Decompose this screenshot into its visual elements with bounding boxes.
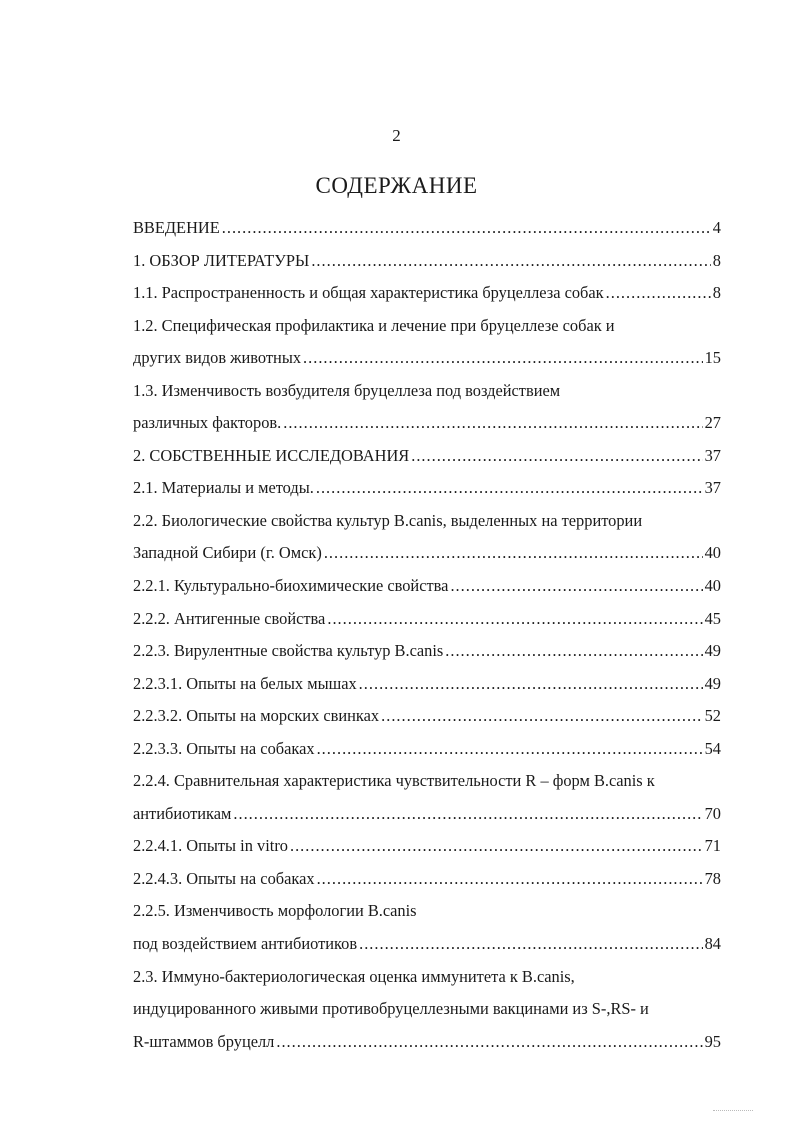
toc-entry-text: 2.2.3. Вирулентные свойства культур B.canis <box>133 641 444 661</box>
toc-entry-text: 2.3. Иммуно-бактериологическая оценка иммунитета к B.canis, <box>133 966 575 986</box>
toc-entry-page: 52 <box>704 706 721 726</box>
toc-entry <box>133 472 721 505</box>
toc-entry-text: 2.1. Материалы и методы. <box>133 478 314 498</box>
dot-leader <box>283 407 702 440</box>
toc-entry <box>133 342 721 375</box>
toc-entry-page: 70 <box>704 803 721 823</box>
toc-entry-text: 1. ОБЗОР ЛИТЕРАТУРЫ <box>133 250 310 270</box>
toc-entry-text: 1.2. Специфическая профилактика и лечение при бруцеллезе собак и <box>133 315 615 335</box>
dot-leader <box>411 440 702 473</box>
toc-entry-text: других видов животных <box>133 348 302 368</box>
dot-leader <box>276 1026 702 1059</box>
dot-leader <box>311 245 710 278</box>
toc-entry-page: 45 <box>704 608 721 628</box>
dot-leader <box>233 798 702 831</box>
toc-entry <box>133 310 721 343</box>
toc-entry <box>133 277 721 310</box>
toc-entry-page: 8 <box>712 250 721 270</box>
dot-leader <box>606 277 711 310</box>
toc-entry <box>133 375 721 408</box>
toc-entry-text: 2.2.4.1. Опыты in vitro <box>133 836 288 856</box>
toc-entry <box>133 993 721 1026</box>
toc-entry-text: R-штаммов бруцелл <box>133 1031 275 1051</box>
page-title: СОДЕРЖАНИЕ <box>315 173 478 198</box>
dot-leader <box>445 635 702 668</box>
toc-entry <box>133 700 721 733</box>
toc-entry-page: 8 <box>712 283 721 303</box>
toc-entry <box>133 668 721 701</box>
toc-entry-page: 40 <box>704 543 721 563</box>
toc-entry-page: 84 <box>704 934 721 954</box>
toc-entry-page: 27 <box>704 413 721 433</box>
dot-leader <box>327 603 702 636</box>
toc-entry <box>133 928 721 961</box>
dot-leader <box>317 863 703 896</box>
toc-entry <box>133 505 721 538</box>
toc-entry-text: 2.2.2. Антигенные свойства <box>133 608 326 628</box>
toc-entry <box>133 830 721 863</box>
dot-leader <box>359 668 703 701</box>
toc-entry <box>133 407 721 440</box>
toc-entry-text: антибиотикам <box>133 803 232 823</box>
toc-entry <box>133 1026 721 1059</box>
table-of-contents <box>133 212 721 1058</box>
toc-entry-text: 2.2.5. Изменчивость морфологии B.canis <box>133 901 417 921</box>
toc-entry <box>133 570 721 603</box>
scan-mark <box>713 1110 753 1112</box>
toc-entry-page: 15 <box>704 348 721 368</box>
toc-entry <box>133 863 721 896</box>
toc-entry <box>133 212 721 245</box>
toc-entry-text: 2. СОБСТВЕННЫЕ ИССЛЕДОВАНИЯ <box>133 445 410 465</box>
toc-entry <box>133 961 721 994</box>
toc-entry-page: 4 <box>712 218 721 237</box>
toc-entry <box>133 765 721 798</box>
dot-leader <box>324 537 703 570</box>
toc-entry-text: 2.2. Биологические свойства культур B.canis, выделенных на территории <box>133 510 643 530</box>
toc-entry-text: Западной Сибири (г. Омск) <box>133 543 322 563</box>
toc-entry-text: ВВЕДЕНИЕ <box>133 218 220 237</box>
toc-entry <box>133 798 721 831</box>
toc-entry-text: 1.1. Распространенность и общая характеристика бруцеллеза собак <box>133 283 604 303</box>
toc-entry-page: 95 <box>704 1031 721 1051</box>
toc-entry-page: 49 <box>704 641 721 661</box>
toc-entry-page: 49 <box>704 673 721 693</box>
toc-entry-text: 2.2.3.1. Опыты на белых мышах <box>133 673 357 693</box>
toc-entry-page: 54 <box>704 738 721 758</box>
page-number: 2 <box>392 126 401 145</box>
toc-entry-page: 37 <box>704 445 721 465</box>
dot-leader <box>359 928 703 961</box>
toc-entry-text: 2.2.3.3. Опыты на собаках <box>133 738 315 758</box>
toc-entry <box>133 537 721 570</box>
toc-entry <box>133 733 721 766</box>
toc-entry <box>133 603 721 636</box>
toc-entry-text: 1.3. Изменчивость возбудителя бруцеллеза под воздействием <box>133 380 561 400</box>
toc-entry-text: 2.2.3.2. Опыты на морских свинках <box>133 706 380 726</box>
toc-entry-page: 40 <box>704 576 721 596</box>
dot-leader <box>290 830 703 863</box>
dot-leader <box>317 733 703 766</box>
dot-leader <box>316 472 703 505</box>
toc-entry-page: 71 <box>704 836 721 856</box>
toc-entry <box>133 635 721 668</box>
dot-leader <box>381 700 702 733</box>
toc-entry <box>133 245 721 278</box>
toc-entry <box>133 440 721 473</box>
toc-entry-text: под воздействием антибиотиков <box>133 934 358 954</box>
toc-entry-page: 78 <box>704 868 721 888</box>
dot-leader <box>450 570 702 603</box>
toc-entry-text: различных факторов. <box>133 413 282 433</box>
toc-entry-page: 37 <box>704 478 721 498</box>
toc-entry-text: 2.2.1. Культурально-биохимические свойства <box>133 576 449 596</box>
dot-leader <box>303 342 703 375</box>
toc-entry-text: индуцированного живыми противобруцеллезными вакцинами из S-,RS- и <box>133 999 649 1019</box>
toc-entry-text: 2.2.4. Сравнительная характеристика чувствительности R – форм B.canis к <box>133 771 655 791</box>
toc-entry-text: 2.2.4.3. Опыты на собаках <box>133 868 315 888</box>
toc-entry <box>133 895 721 928</box>
dot-leader <box>222 212 711 245</box>
